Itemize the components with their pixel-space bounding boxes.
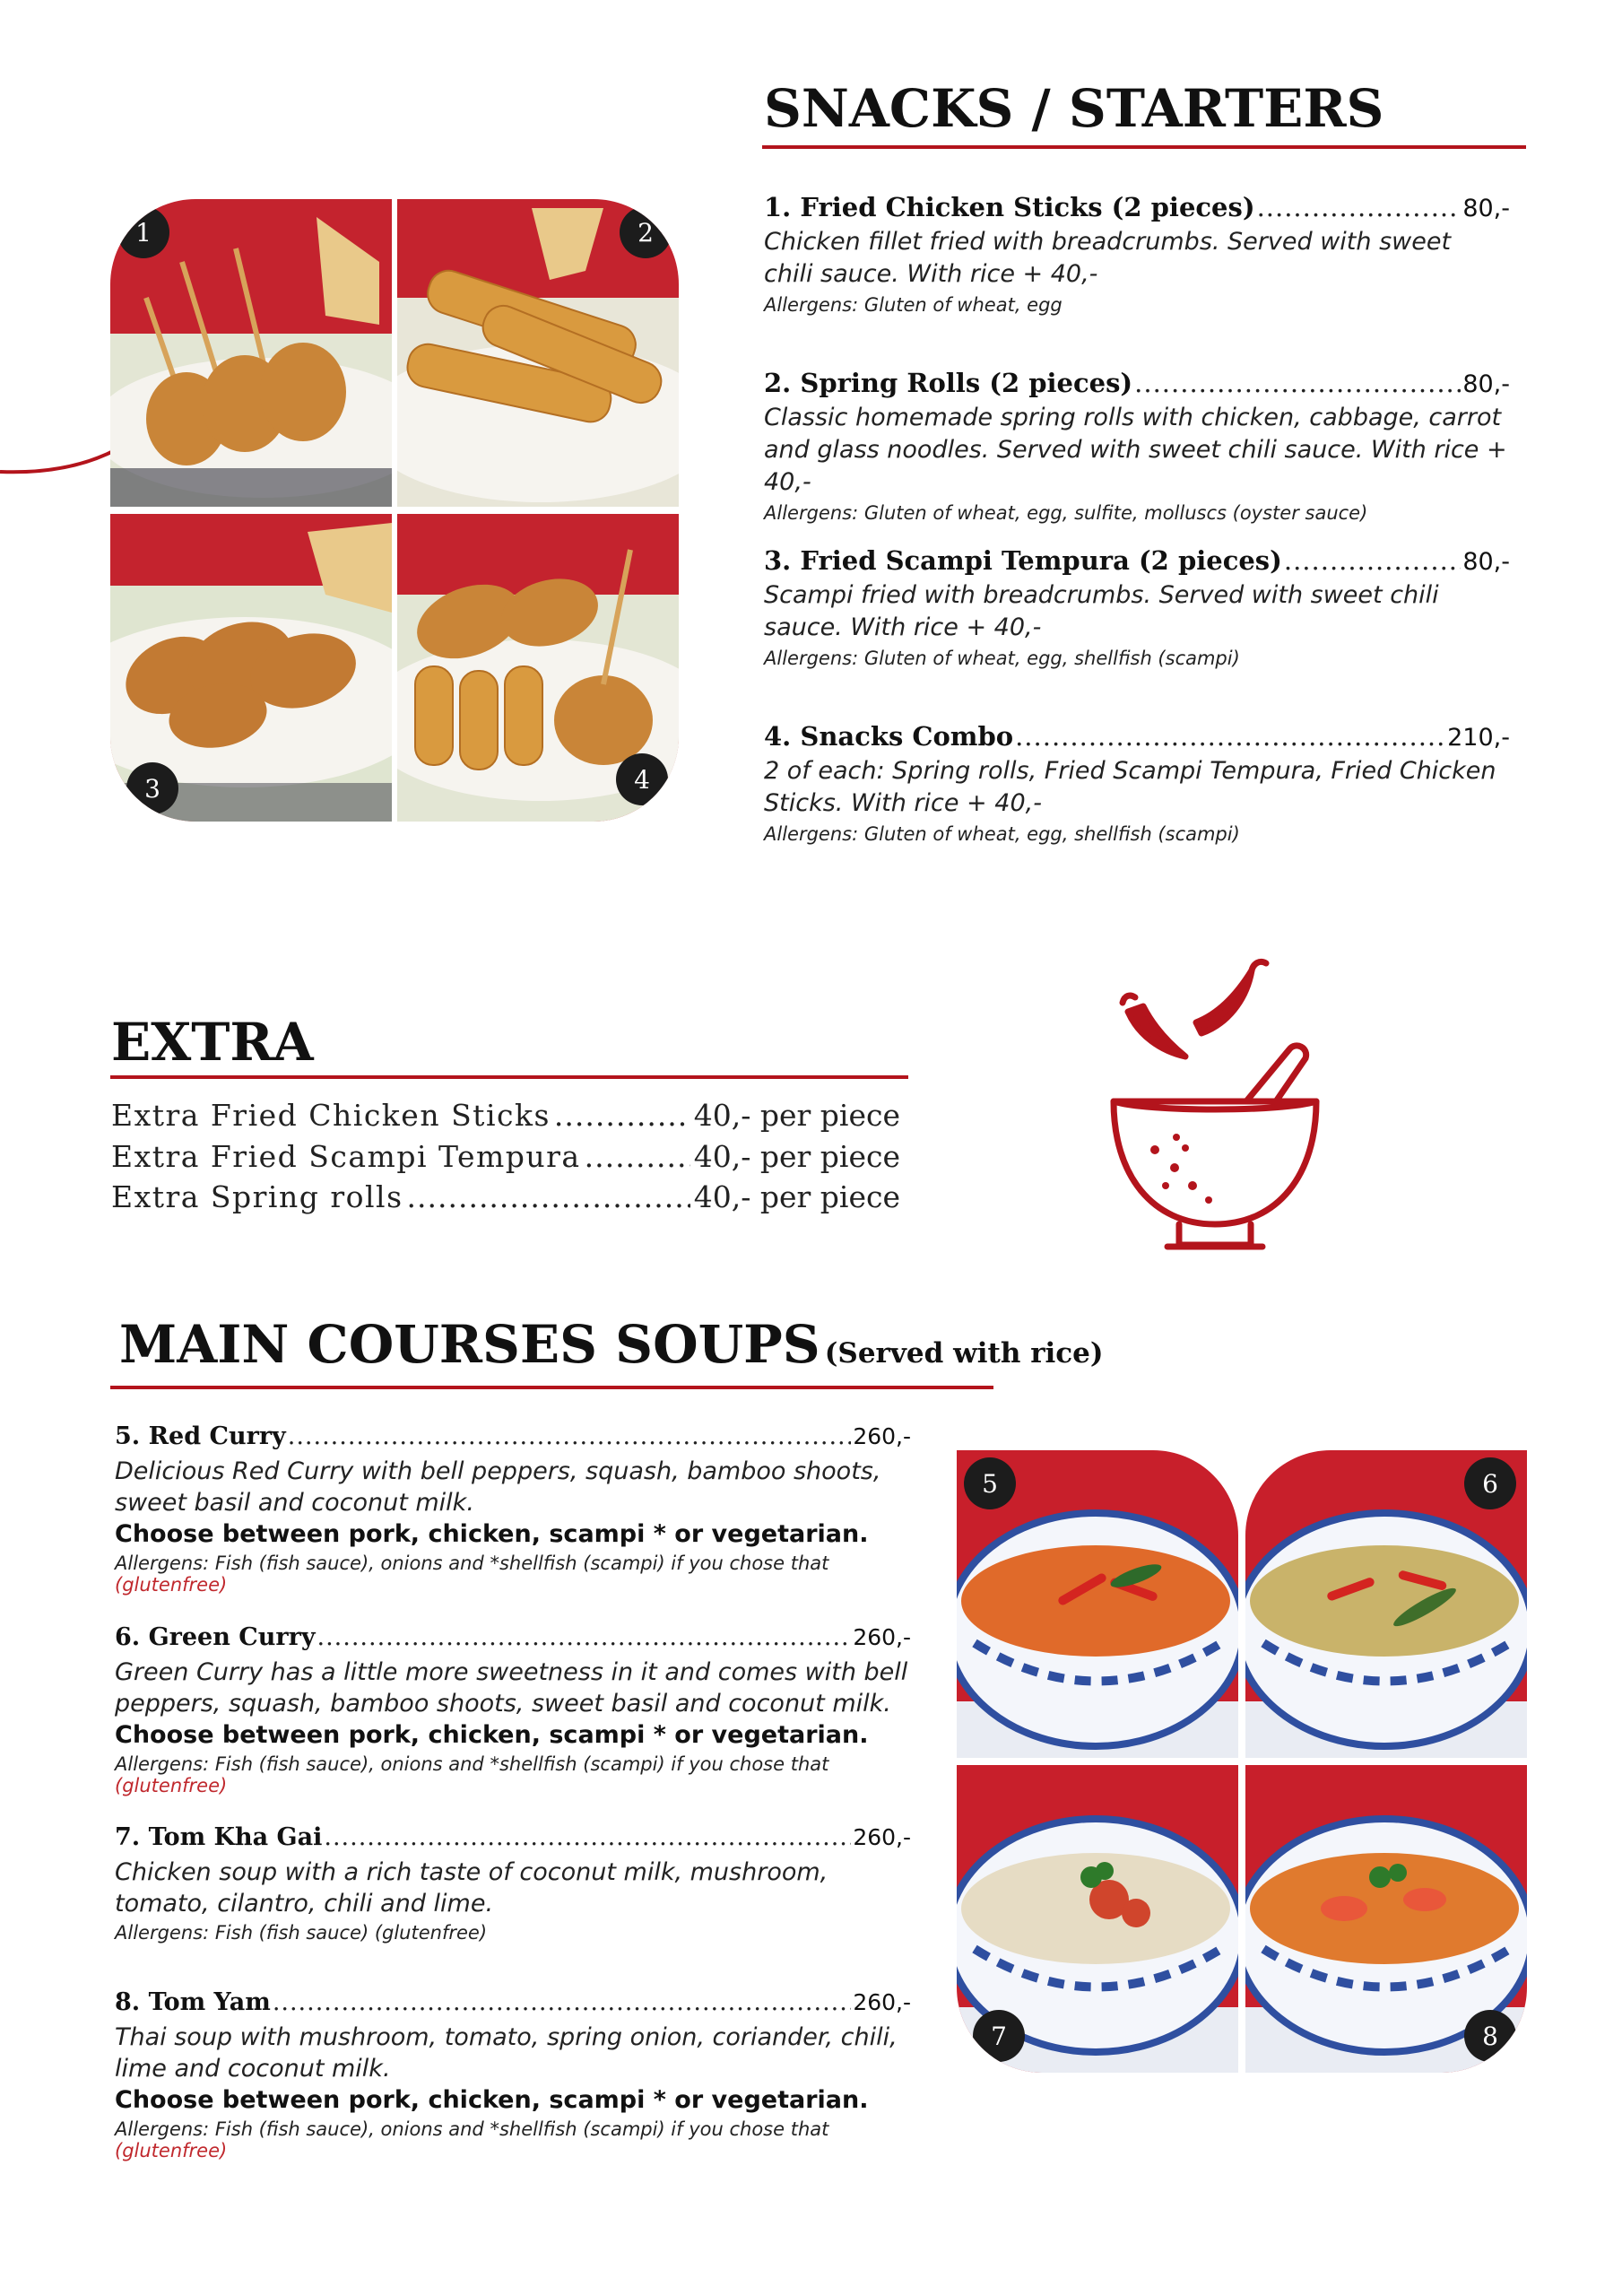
glutenfree-label: (glutenfree) bbox=[115, 1775, 228, 1796]
item-price: 80,- bbox=[1462, 195, 1510, 222]
snacks-title: SNACKS / STARTERS bbox=[764, 78, 1384, 139]
leader-dots bbox=[1257, 192, 1462, 222]
mortar-pestle-chili-icon bbox=[1103, 951, 1327, 1283]
item-name: 4. Snacks Combo bbox=[764, 721, 1014, 752]
leader-dots bbox=[585, 1139, 690, 1174]
item-name: 2. Spring Rolls (2 pieces) bbox=[764, 368, 1133, 398]
extra-item bbox=[111, 1098, 900, 1133]
food-photo-scampi-tempura bbox=[110, 514, 392, 822]
item-name: 8. Tom Yam bbox=[115, 1988, 271, 2016]
photo-number-badge: 5 bbox=[964, 1457, 1016, 1509]
leader-dots bbox=[273, 1988, 852, 2016]
item-name: 1. Fried Chicken Sticks (2 pieces) bbox=[764, 192, 1255, 222]
menu-item-green-curry bbox=[115, 1623, 911, 1796]
item-allergens: Allergens: Gluten of wheat, egg, shellfish (scampi) bbox=[764, 648, 1240, 669]
item-name: 6. Green Curry bbox=[115, 1623, 316, 1651]
soups-subtitle: (Served with rice) bbox=[824, 1337, 1104, 1370]
item-description: Chicken soup with a rich taste of coconut milk, mushroom, tomato, cilantro, chili and lime. bbox=[115, 1858, 828, 1918]
item-allergens: Allergens: Fish (fish sauce), onions and *shellfish (scampi) if you chose that (glutenfree) bbox=[115, 2118, 829, 2161]
food-photo-green-curry bbox=[1245, 1450, 1527, 1758]
extra-item-name: Extra Fried Scampi Tempura bbox=[111, 1139, 581, 1174]
item-price: 260,- bbox=[853, 1824, 911, 1850]
menu-item-tom-yam bbox=[115, 1988, 911, 2161]
item-allergens: Allergens: Fish (fish sauce), onions and *shellfish (scampi) if you chose that (glutenfree) bbox=[115, 1552, 829, 1596]
item-choice-note: Choose between pork, chicken, scampi * or vegetarian. bbox=[115, 1721, 869, 1749]
item-price: 80,- bbox=[1462, 548, 1510, 576]
item-description: Thai soup with mushroom, tomato, spring onion, coriander, chili, lime and coconut milk. bbox=[115, 2023, 898, 2083]
extra-item-price: 40,- per piece bbox=[693, 1139, 900, 1174]
item-name: 3. Fried Scampi Tempura (2 pieces) bbox=[764, 545, 1282, 576]
extra-item-price: 40,- per piece bbox=[693, 1098, 900, 1133]
item-description: Green Curry has a little more sweetness in it and comes with bell peppers, squash, bamboo shoots, sweet basil and coconut milk. bbox=[115, 1658, 908, 1718]
item-description: Delicious Red Curry with bell peppers, squash, bamboo shoots, sweet basil and coconut milk. bbox=[115, 1457, 881, 1517]
food-photo-red-curry bbox=[957, 1450, 1238, 1758]
extra-item-name: Extra Fried Chicken Sticks bbox=[111, 1098, 551, 1133]
item-price: 260,- bbox=[853, 1624, 911, 1650]
extra-title: EXTRA bbox=[111, 1012, 314, 1073]
leader-dots bbox=[1284, 545, 1461, 576]
leader-dots bbox=[1015, 721, 1445, 752]
photo-number-badge: 7 bbox=[973, 2010, 1025, 2062]
item-price: 260,- bbox=[853, 1423, 911, 1449]
food-photo-chicken-sticks bbox=[110, 199, 392, 507]
menu-item-snacks-combo bbox=[764, 721, 1510, 845]
menu-item-fried-scampi-tempura bbox=[764, 545, 1510, 669]
extra-item-name: Extra Spring rolls bbox=[111, 1179, 403, 1214]
item-price: 260,- bbox=[853, 1989, 911, 2015]
item-description: Chicken fillet fried with breadcrumbs. Served with sweet chili sauce. With rice + 40,- bbox=[764, 228, 1452, 288]
food-photo-tom-yam bbox=[1245, 1765, 1527, 2073]
item-price: 80,- bbox=[1462, 370, 1510, 398]
item-description: Scampi fried with breadcrumbs. Served with sweet chili sauce. With rice + 40,- bbox=[764, 581, 1439, 641]
item-name: 5. Red Curry bbox=[115, 1422, 286, 1450]
menu-item-fried-chicken-sticks bbox=[764, 192, 1510, 316]
food-photo-tom-kha-gai bbox=[957, 1765, 1238, 2073]
extra-item-price: 40,- per piece bbox=[693, 1179, 900, 1214]
photo-number-badge: 3 bbox=[126, 762, 178, 814]
item-name: 7. Tom Kha Gai bbox=[115, 1823, 323, 1851]
food-photo-snacks-combo bbox=[397, 514, 679, 822]
leader-dots bbox=[324, 1823, 851, 1851]
extra-item bbox=[111, 1179, 900, 1214]
food-photo-spring-rolls bbox=[397, 199, 679, 507]
item-allergens: Allergens: Gluten of wheat, egg, sulfite, molluscs (oyster sauce) bbox=[764, 502, 1368, 524]
soups-heading bbox=[119, 1314, 1104, 1375]
photo-number-badge: 4 bbox=[616, 753, 668, 805]
leader-dots bbox=[288, 1422, 852, 1450]
item-allergens: Allergens: Fish (fish sauce) (glutenfree) bbox=[115, 1922, 488, 1944]
extra-title-rule bbox=[110, 1075, 908, 1079]
soups-title-rule bbox=[110, 1386, 993, 1389]
soups-title: MAIN COURSES SOUPS bbox=[119, 1314, 820, 1375]
snacks-title-rule bbox=[762, 145, 1526, 149]
item-allergens: Allergens: Gluten of wheat, egg bbox=[764, 294, 1063, 316]
photo-number-badge: 6 bbox=[1464, 1457, 1516, 1509]
decorative-curve bbox=[0, 422, 126, 484]
extra-item bbox=[111, 1139, 900, 1174]
item-allergens: Allergens: Fish (fish sauce), onions and *shellfish (scampi) if you chose that (glutenfree) bbox=[115, 1753, 829, 1796]
menu-item-tom-kha-gai bbox=[115, 1823, 911, 1944]
leader-dots bbox=[1134, 368, 1461, 398]
menu-item-spring-rolls bbox=[764, 368, 1510, 524]
glutenfree-label: (glutenfree) bbox=[115, 2140, 228, 2161]
photo-number-badge: 8 bbox=[1464, 2010, 1516, 2062]
menu-item-red-curry bbox=[115, 1422, 911, 1596]
leader-dots bbox=[554, 1098, 690, 1133]
item-description: Classic homemade spring rolls with chicken, cabbage, carrot and glass noodles. Served with sweet chili sauce. With rice + 40,- bbox=[764, 404, 1507, 496]
leader-dots bbox=[407, 1179, 690, 1214]
photo-number-badge: 1 bbox=[117, 206, 169, 258]
photo-number-badge: 2 bbox=[620, 206, 672, 258]
item-description: 2 of each: Spring rolls, Fried Scampi Tempura, Fried Chicken Sticks. With rice + 40,- bbox=[764, 757, 1496, 817]
item-choice-note: Choose between pork, chicken, scampi * or vegetarian. bbox=[115, 2086, 869, 2114]
item-allergens: Allergens: Gluten of wheat, egg, shellfish (scampi) bbox=[764, 823, 1240, 845]
item-choice-note: Choose between pork, chicken, scampi * or vegetarian. bbox=[115, 1520, 869, 1548]
glutenfree-label: (glutenfree) bbox=[115, 1574, 228, 1596]
leader-dots bbox=[317, 1623, 852, 1651]
item-price: 210,- bbox=[1447, 724, 1510, 752]
